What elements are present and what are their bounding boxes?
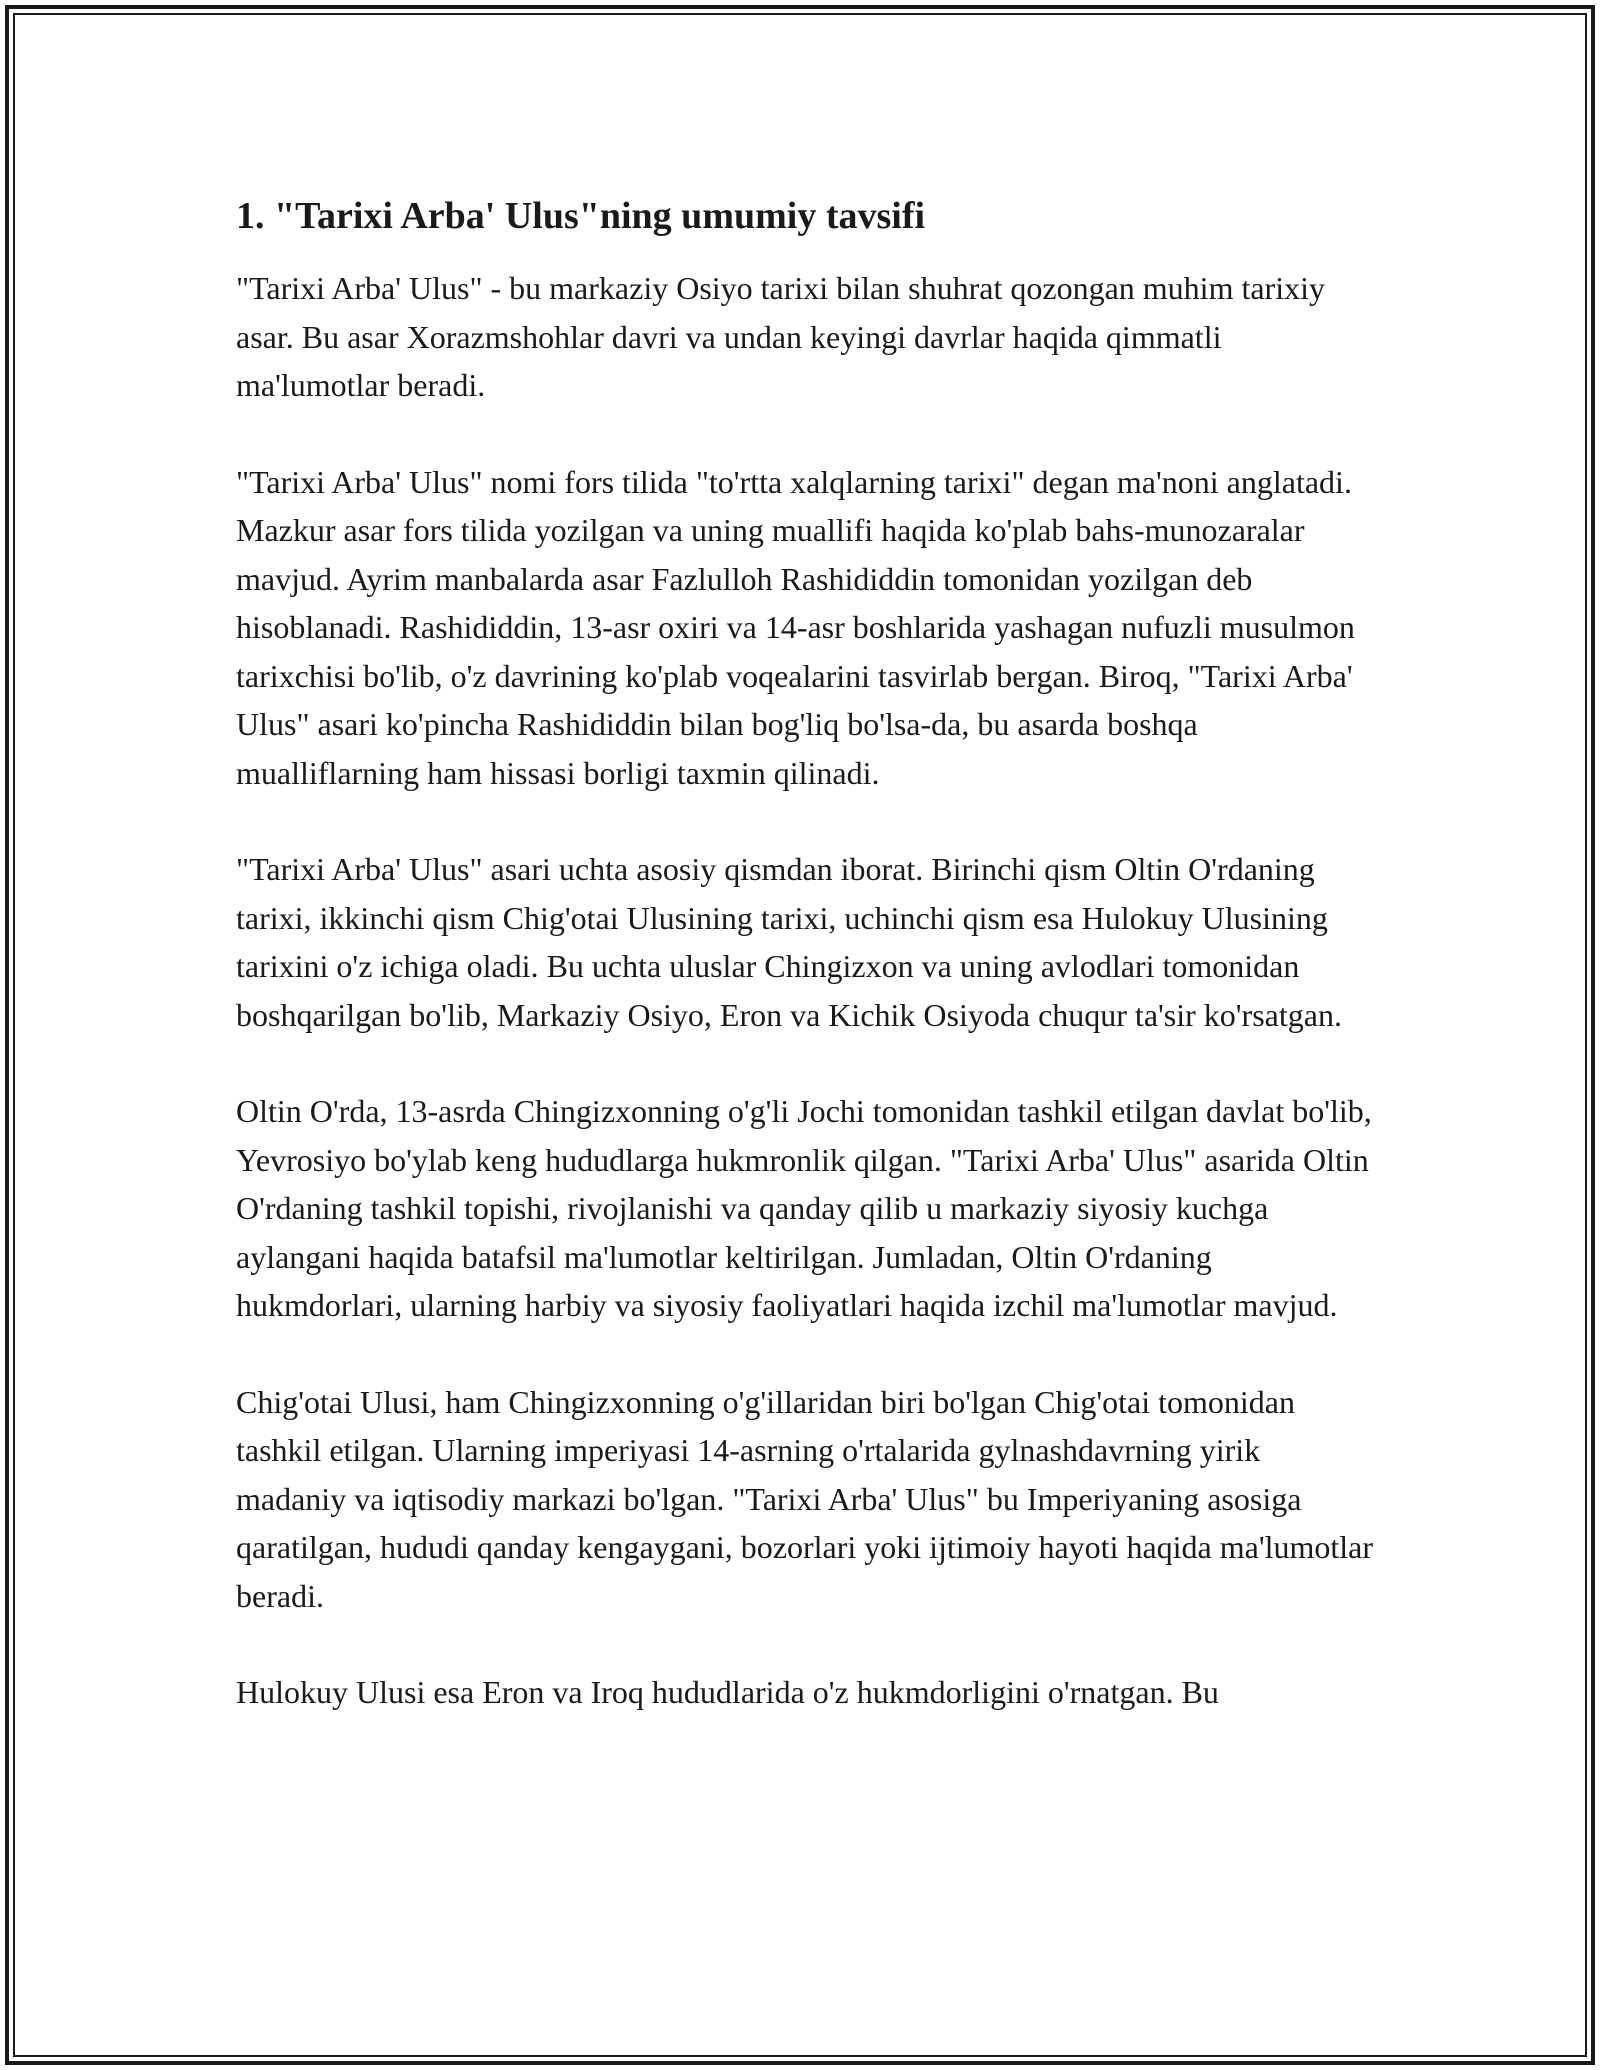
- section-heading: 1. "Tarixi Arba' Ulus"ning umumiy tavsifi: [236, 195, 926, 237]
- paragraph-structure: "Tarixi Arba' Ulus" asari uchta asosiy qismdan iborat. Birinchi qism Oltin O'rdaning tarixi, ikkinchi qism Chig'otai Ulusining tarixi, uchinchi qism esa Hulokuy Ulusining tarixini o'z ichiga oladi. Bu uchta uluslar Chingizxon va uning avlodlari tomonidan boshqarilgan bo'lib, Markaziy Osiyo, Eron va Kichik Osiyoda chuqur ta'sir ko'rsatgan.: [236, 851, 1342, 1033]
- paragraph-name-meaning: "Tarixi Arba' Ulus" nomi fors tilida "to'rtta xalqlarning tarixi" degan ma'noni anglatadi. Mazkur asar fors tilida yozilgan va uning muallifi haqida ko'plab bahs-munozaralar mavjud. Ayrim manbalarda asar Fazlulloh Rashididdin tomonidan yozilgan deb hisoblanadi. Rashididdin, 13-asr oxiri va 14-asr boshlarida yashagan nufuzli musulmon tarixchisi bo'lib, o'z davrining ko'plab voqealarini tasvirlab bergan. Biroq, "Tarixi Arba' Ulus" asari ko'pincha Rashididdin bilan bog'liq bo'lsa-da, bu asarda boshqa mualliflarning ham hissasi borligi taxmin qilinadi.: [236, 463, 1355, 791]
- paragraph-chagatai-ulus: Chig'otai Ulusi, ham Chingizxonning o'g'illaridan biri bo'lgan Chig'otai tomonidan tashkil etilgan. Ularning imperiyasi 14-asrning o'rtalarida gylnashdavrning yirik madaniy va iqtisodiy markazi bo'lgan. "Tarixi Arba' Ulus" bu Imperiyaning asosiga qaratilgan, hududi qanday kengaygani, bozorlari yoki ijtimoiy hayoti haqida ma'lumotlar beradi.: [236, 1383, 1374, 1614]
- paragraph-hulagu-ulus: Hulokuy Ulusi esa Eron va Iroq hududlarida o'z hukmdorligini o'rnatgan. Bu: [236, 1674, 1219, 1710]
- document-body: [236, 188, 1376, 1765]
- paragraph-intro: "Tarixi Arba' Ulus" - bu markaziy Osiyo tarixi bilan shuhrat qozongan muhim tarixiy asar. Bu asar Xorazmshohlar davri va undan keyingi davrlar haqida qimmatli ma'lumotlar beradi.: [236, 270, 1325, 403]
- paragraph-golden-horde: Oltin O'rda, 13-asrda Chingizxonning o'g'li Jochi tomonidan tashkil etilgan davlat bo'lib, Yevrosiyo bo'ylab keng hududlarga hukmronlik qilgan. "Tarixi Arba' Ulus" asarida Oltin O'rdaning tashkil topishi, rivojlanishi va qanday qilib u markaziy siyosiy kuchga aylangani haqida batafsil ma'lumotlar keltirilgan. Jumladan, Oltin O'rdaning hukmdorlari, ularning harbiy va siyosiy faoliyatlari haqida izchil ma'lumotlar mavjud.: [236, 1093, 1372, 1323]
